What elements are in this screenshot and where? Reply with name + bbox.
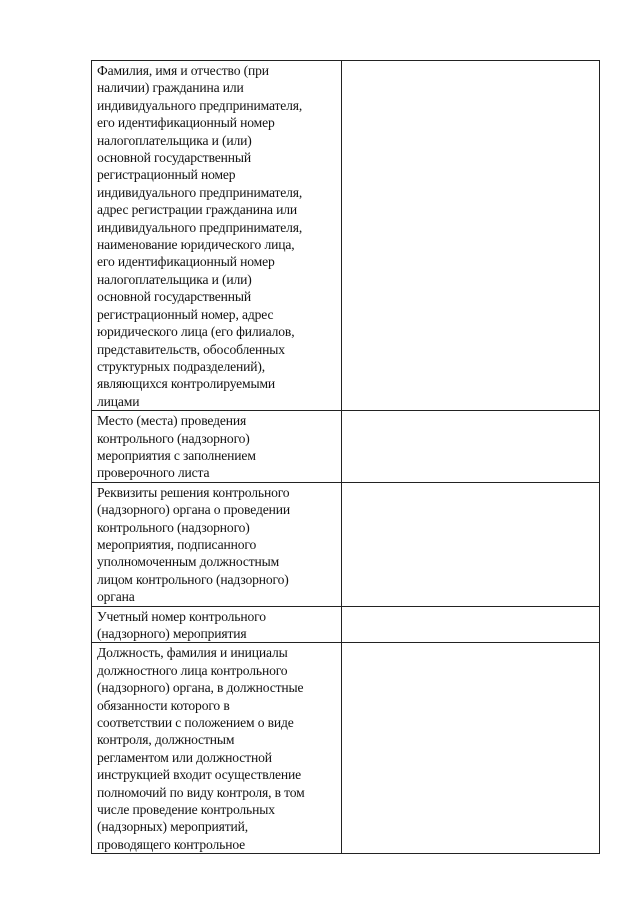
label-cell-official-position	[92, 643, 342, 854]
table-row-official-position	[92, 643, 600, 854]
table-row-registration-number	[92, 606, 600, 643]
label-cell-decision-details	[92, 482, 342, 606]
label-cell-registration-number	[92, 606, 342, 643]
label-text-controlled-person: Фамилия, имя и отчество (при наличии) гражданина или индивидуального предпринимателя, его идентификационный номер налогоплательщика и (или) основной государственный регистрационный номер индивидуального предпринимателя, адрес регистрации гражданина или индивидуального предпринимателя, наименование юридического лица, его идентификационный номер налогоплательщика и (или) основной государственный регистрационный номер, адрес юридического лица (его филиалов, представительств, обособленных структурных подразделений), являющихся контролируемыми лицами	[97, 63, 303, 409]
checklist-info-table	[91, 60, 600, 854]
value-cell-official-position[interactable]	[342, 643, 600, 854]
label-text-decision-details: Реквизиты решения контрольного (надзорного) органа о проведении контрольного (надзорного) мероприятия, подписанного уполномоченным должностным лицом контрольного (надзорного) органа	[97, 484, 290, 605]
table-row-inspection-place	[92, 411, 600, 483]
label-cell-controlled-person	[92, 61, 342, 411]
table-row-decision-details	[92, 482, 600, 606]
label-text-inspection-place: Место (места) проведения контрольного (надзорного) мероприятия с заполнением проверочного листа	[97, 413, 256, 481]
label-cell-inspection-place	[92, 411, 342, 483]
value-cell-inspection-place[interactable]	[342, 411, 600, 483]
value-cell-controlled-person[interactable]	[342, 61, 600, 411]
label-text-official-position: Должность, фамилия и инициалы должностного лица контрольного (надзорного) органа, в должностные обязанности которого в соответствии с положением о виде контроля, должностным регламентом или должностной инструкцией входит осуществление полномочий по виду контроля, в том числе проведение контрольных (надзорных) мероприятий, проводящего контрольное	[97, 645, 305, 852]
table-row-controlled-person	[92, 61, 600, 411]
value-cell-decision-details[interactable]	[342, 482, 600, 606]
value-cell-registration-number[interactable]	[342, 606, 600, 643]
label-text-registration-number: Учетный номер контрольного (надзорного) мероприятия	[97, 608, 266, 641]
